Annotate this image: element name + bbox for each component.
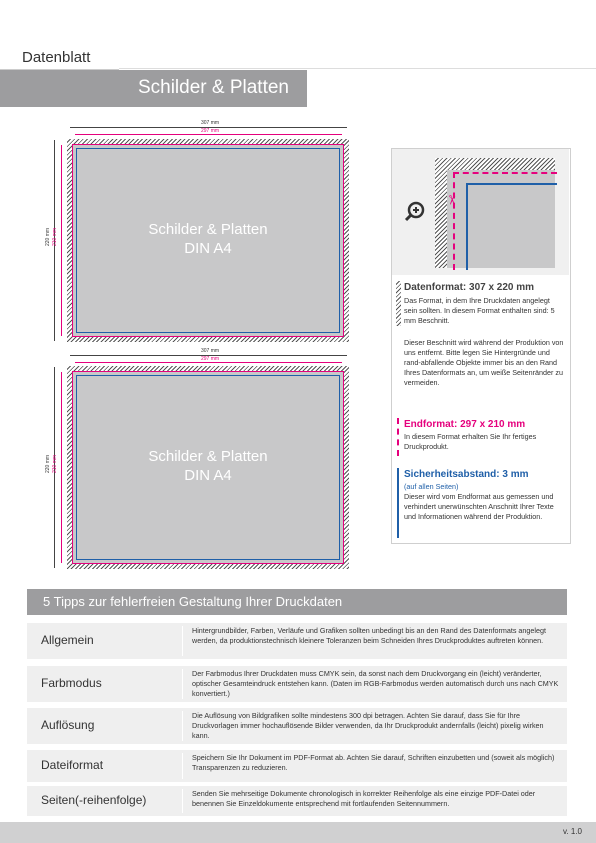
height-inner-line (61, 145, 62, 336)
header-top-line (119, 68, 596, 69)
tip-divider (182, 711, 183, 741)
page-title: Schilder & Platten (137, 77, 289, 98)
tip-label: Dateiformat (41, 758, 104, 772)
tip-label: Seiten(-reihenfolge) (41, 793, 147, 807)
tip-divider (182, 789, 183, 813)
zoom-in-icon (404, 201, 426, 223)
template-title (73, 220, 343, 258)
width-inner-label: 297 mm (200, 128, 220, 134)
tip-row (27, 786, 567, 816)
tip-text: Hintergrundbilder, Farben, Verläufe und Grafiken sollten unbedingt bis an den Rand des Datenformats angelegt werden, da produktionstechnisch kleinere Toleranzen beim Schneiden Ihres Druckproduktes auftreten können. (192, 626, 547, 645)
template-name: Schilder & Platten (148, 221, 268, 238)
width-outer-label: 307 mm (200, 120, 220, 126)
zoom-hatch-top (435, 158, 555, 170)
beschnitt-text: Dieser Beschnitt wird während der Produktion von uns entfernt. Bitte legen Sie Hintergründe und rand-abfallende Objekte immer bis an den Rand Ihres Datenformats an, um weiße Seitenränder zu vermeiden. (404, 338, 564, 387)
tip-text: Senden Sie mehrseitige Dokumente chronologisch in korrekter Reihenfolge als eine einzige PDF-Datei oder benennen Sie Einzeldokumente entsprechend mit fortlaufenden Seitennummern. (192, 789, 536, 808)
height-inner-line (61, 372, 62, 563)
sicherheit-marker (397, 468, 399, 538)
datenformat-marker (396, 281, 401, 326)
title-bar (0, 70, 307, 107)
height-outer-label: 220 mm (45, 454, 51, 474)
tip-label: Auflösung (41, 718, 95, 732)
tip-text: Der Farbmodus Ihrer Druckdaten muss CMYK sein, da sonst nach dem Druckvorgang ein (leicht) veränderter, optischer Gesamteindruck entstehen kann. (Daten im RGB-Farbmodus werden automatisch durch uns nach CMYK konvertiert.) (192, 669, 559, 698)
template-name: Schilder & Platten (148, 448, 268, 465)
width-inner-label: 297 mm (200, 356, 220, 362)
tip-label: Farbmodus (41, 676, 102, 690)
datenblatt-label: Datenblatt (22, 49, 91, 66)
sicherheit-text: Dieser wird vom Endformat aus gemessen und verhindert unerwünschten Anschnitt Ihrer Texte und Informationen während der Produktion. (404, 492, 554, 521)
tip-row (27, 666, 567, 702)
datenblatt-tab (0, 48, 119, 70)
tip-divider (182, 626, 183, 656)
sicherheit-subtitle: (auf allen Seiten) (404, 482, 459, 491)
tip-row (27, 708, 567, 744)
width-inner-line (75, 134, 342, 135)
height-inner-label: 210 mm (52, 227, 58, 247)
tip-text: Speichern Sie Ihr Dokument im PDF-Format ab. Achten Sie darauf, Schriften einzubetten und (soweit als möglich) Transparenzen zu reduzieren. (192, 753, 555, 772)
zoom-hatch-left (435, 158, 447, 268)
tip-divider (182, 753, 183, 779)
width-outer-label: 307 mm (200, 348, 220, 354)
scissors-icon: ✂ (444, 194, 460, 206)
tip-divider (182, 669, 183, 699)
template-size: DIN A4 (184, 240, 232, 257)
tips-heading-bar (27, 589, 567, 615)
footer-bar (0, 822, 596, 843)
endformat-text: In diesem Format erhalten Sie Ihr fertiges Druckprodukt. (404, 432, 537, 451)
tips-heading: 5 Tipps zur fehlerfreien Gestaltung Ihrer Druckdaten (43, 594, 343, 609)
tip-text: Die Auflösung von Bildgrafiken sollte mindestens 300 dpi betragen. Achten Sie darauf, dass Sie für Ihre Druckvorlagen immer hochauflösende Bilder verwenden, da Ihr Druckprodukt andernfalls (leicht) pixelig wirken kann. (192, 711, 544, 740)
height-inner-label: 210 mm (52, 454, 58, 474)
datenformat-text: Das Format, in dem Ihre Druckdaten angelegt sein sollten. In diesem Format enthalten sind: 5 mm Beschnitt. (404, 296, 555, 325)
height-outer-label: 220 mm (45, 227, 51, 247)
width-inner-line (75, 362, 342, 363)
sicherheit-title: Sicherheitsabstand: 3 mm (404, 469, 529, 480)
tip-label: Allgemein (41, 633, 94, 647)
datenformat-title: Datenformat: 307 x 220 mm (404, 282, 535, 293)
tip-row (27, 623, 567, 659)
version-label: v. 1.0 (563, 827, 582, 836)
zoom-blue-line (466, 183, 557, 270)
endformat-marker (397, 418, 399, 456)
tip-row (27, 750, 567, 782)
endformat-title: Endformat: 297 x 210 mm (404, 419, 526, 430)
template-size: DIN A4 (184, 467, 232, 484)
template-title (73, 447, 343, 485)
